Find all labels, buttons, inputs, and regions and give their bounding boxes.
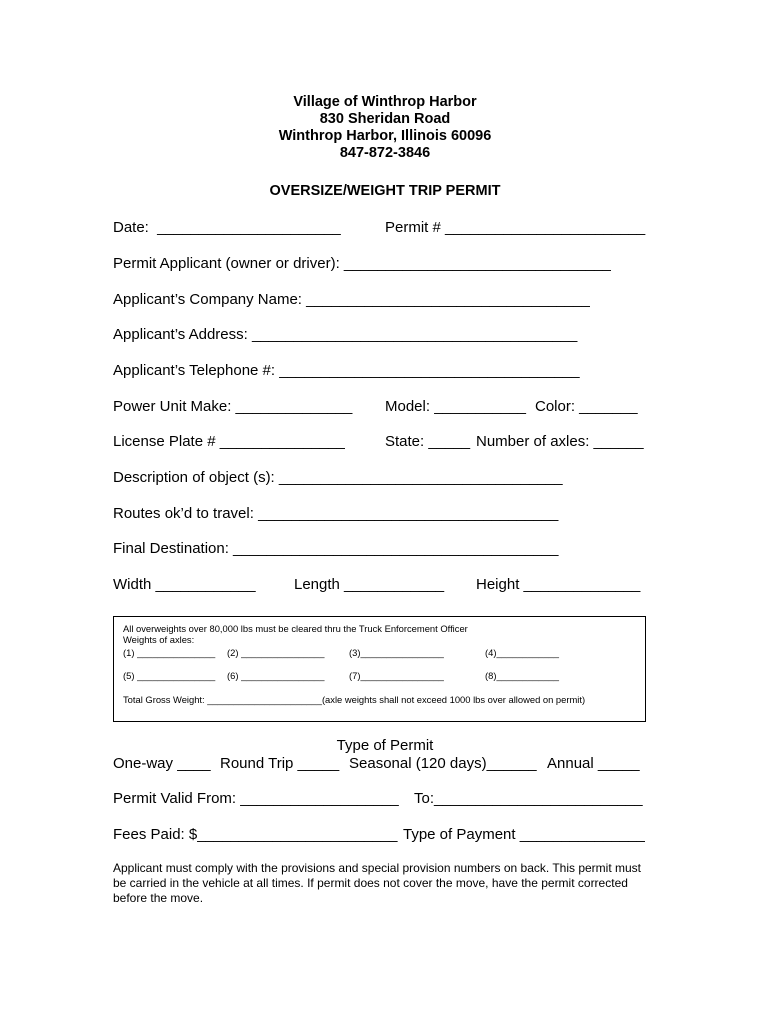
org-phone: 847-872-3846	[339, 145, 431, 161]
axle-weight-3[interactable]: (3)________________	[349, 647, 444, 658]
width-field[interactable]: Width ____________	[113, 576, 256, 593]
address-field[interactable]: Applicant’s Address: _______________________________________	[113, 326, 578, 343]
telephone-field[interactable]: Applicant’s Telephone #: ____________________________________	[113, 362, 580, 379]
org-name: Village of Winthrop Harbor	[293, 94, 477, 110]
payment-type-field[interactable]: Type of Payment _______________	[403, 826, 645, 843]
valid-to-field[interactable]: To:_________________________	[414, 790, 643, 807]
org-city: Winthrop Harbor, Illinois 60096	[278, 128, 492, 144]
state-field[interactable]: State: _____	[385, 433, 471, 450]
axle-weights-label: Weights of axles:	[123, 634, 195, 645]
axle-weight-1[interactable]: (1) _______________	[123, 647, 216, 658]
axle-weight-6[interactable]: (6) ________________	[227, 670, 325, 681]
annual-option[interactable]: Annual _____	[547, 755, 640, 772]
fees-paid-field[interactable]: Fees Paid: $________________________	[113, 826, 398, 843]
one-way-option[interactable]: One-way ____	[113, 755, 211, 772]
compliance-notice: Applicant must comply with the provisions and special provision numbers on back. This permit must be carried in the vehicle at all times. If permit does not cover the move, have the permit corrected before the move.	[113, 861, 642, 905]
company-field[interactable]: Applicant’s Company Name: __________________________________	[113, 291, 590, 308]
total-gross-weight-field[interactable]: Total Gross Weight: ______________________(axle weights shall not exceed 1000 lbs over allowed on permit)	[123, 694, 586, 705]
description-field[interactable]: Description of object (s): __________________________________	[113, 469, 563, 486]
permit-type-heading: Type of Permit	[336, 737, 434, 754]
axle-weight-8[interactable]: (8)____________	[485, 670, 560, 681]
seasonal-option[interactable]: Seasonal (120 days)______	[349, 755, 537, 772]
form-title: OVERSIZE/WEIGHT TRIP PERMIT	[269, 183, 501, 199]
height-field[interactable]: Height ______________	[476, 576, 641, 593]
axle-weight-2[interactable]: (2) ________________	[227, 647, 325, 658]
make-field[interactable]: Power Unit Make: ______________	[113, 398, 353, 415]
org-street: 830 Sheridan Road	[319, 111, 451, 127]
license-plate-field[interactable]: License Plate # _______________	[113, 433, 345, 450]
axle-weight-4[interactable]: (4)____________	[485, 647, 560, 658]
permit-number-field[interactable]: Permit # ________________________	[385, 219, 646, 236]
date-field[interactable]: Date: ______________________	[113, 219, 341, 236]
axles-field[interactable]: Number of axles: ______	[476, 433, 644, 450]
round-trip-option[interactable]: Round Trip _____	[220, 755, 340, 772]
color-field[interactable]: Color: _______	[535, 398, 638, 415]
destination-field[interactable]: Final Destination: _______________________________________	[113, 540, 559, 557]
model-field[interactable]: Model: ___________	[385, 398, 526, 415]
axle-weight-7[interactable]: (7)________________	[349, 670, 444, 681]
applicant-field[interactable]: Permit Applicant (owner or driver): ________________________________	[113, 255, 611, 272]
length-field[interactable]: Length ____________	[294, 576, 445, 593]
valid-from-field[interactable]: Permit Valid From: ___________________	[113, 790, 399, 807]
routes-field[interactable]: Routes ok’d to travel: ____________________________________	[113, 505, 559, 522]
axle-weight-5[interactable]: (5) _______________	[123, 670, 216, 681]
overweight-notice: All overweights over 80,000 lbs must be cleared thru the Truck Enforcement Officer	[123, 623, 468, 634]
